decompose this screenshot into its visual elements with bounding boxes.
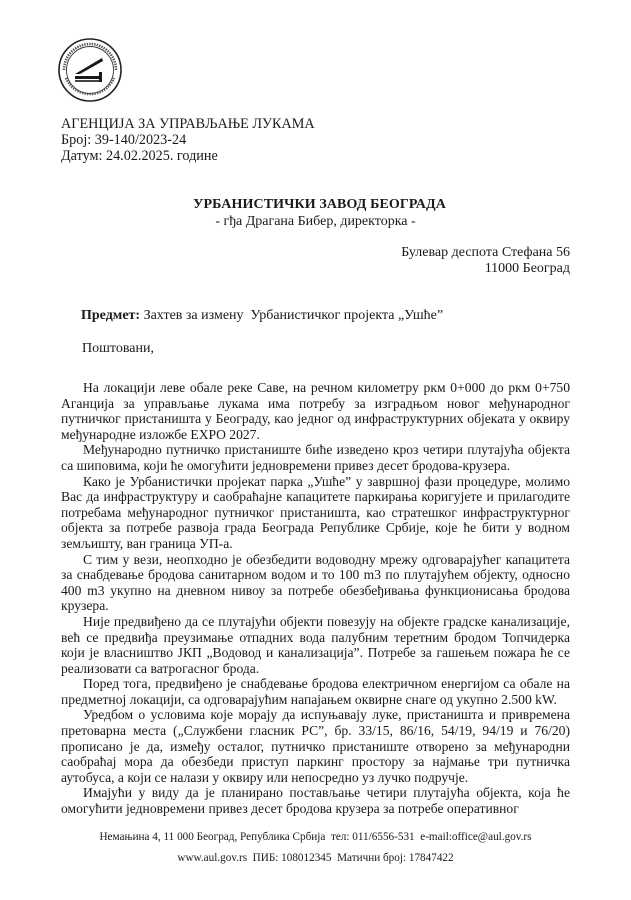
paragraph: На локацији леве обале реке Саве, на речном километру ркм 0+000 до ркм 0+750 Аганција за управљање лукама има потребу за изградњом новог међународног путничког пристаништа у Београду, као једног од инфраструктурних објеката у оквиру међународне изложбе EXPO 2027. bbox=[61, 380, 570, 442]
document-number: Број: 39-140/2023-24 bbox=[61, 132, 187, 148]
footer-registry: www.aul.gov.rs ПИБ: 108012345 Матични број: 17847422 bbox=[177, 852, 454, 864]
recipient-address bbox=[401, 245, 570, 277]
agency-name: АГЕНЦИЈА ЗА УПРАВЉАЊЕ ЛУКАМА bbox=[61, 116, 315, 132]
address-city: 11000 Београд bbox=[484, 261, 570, 276]
paragraph: Уредбом о условима које морају да испуњавају луке, пристаништа и привремена претоварна места („Службени гласник РС”, бр. 33/15, 86/16, 54/19, 94/19 и 76/20) прописано је да, између осталог, путничко пристаниште отворено за међународни саобраћај мора да обезбеди приступ паркинг простору за најмање три путничка аутобуса, а који се налази у оквиру или непосредно уз лучко подручје. bbox=[61, 707, 570, 785]
port-governance-agency-logo-icon bbox=[56, 36, 124, 104]
letter-body bbox=[61, 380, 570, 817]
paragraph: Имајући у виду да је планирано постављање четири плутајућа објекта, која ће омогућити једновремени привез десет бродова крузера за потребе оперативног bbox=[61, 785, 570, 817]
recipient-block bbox=[0, 196, 631, 230]
recipient-organization: УРБАНИСТИЧКИ ЗАВОД БЕОГРАДА bbox=[193, 197, 446, 212]
paragraph: С тим у вези, неопходно је обезбедити водоводну мрежу одговарајућег капацитета за снабдевање бродова санитарном водом и то 100 m3 по плутајућем објекту, односно 400 m3 укупно на дневном нивоу за потребе обезбеђивања функционисања бродова крузера. bbox=[61, 551, 570, 614]
footer-contact: Немањина 4, 11 000 Београд, Република Србија тел: 011/6556-531 e-mail:office@aul.gov.rs bbox=[99, 831, 532, 843]
recipient-attention: - гђа Драгана Бибер, директорка - bbox=[215, 214, 416, 229]
paragraph: Није предвиђено да се плутајући објекти повезују на објекте градске канализације, већ се предвиђа преузимање отпадних вода палубним теретним бродом Топчидерка који је власништво ЈКП „Водовод и канализација”. Потребе за гашењем пожара ће се реализовати са ватрогасног брода. bbox=[61, 613, 570, 676]
paragraph: Поред тога, предвиђено је снабдевање бродова електричном енергијом са обале на предметној локацији, са одговарајућим напајањем оквирне снаге од укупно 2.500 kW. bbox=[61, 676, 570, 707]
letterhead-footer bbox=[0, 830, 631, 865]
document-date: Датум: 24.02.2025. године bbox=[61, 148, 218, 164]
salutation: Поштовани, bbox=[82, 341, 154, 356]
subject-line bbox=[81, 308, 443, 324]
subject-text: Захтев за измену Урбанистичког пројекта „Ушће” bbox=[140, 308, 444, 323]
paragraph: Међународно путничко пристаниште биће изведено кроз четири плутајућа објекта са шиповима, који ће омогућити једновремени привез десет бродова-крузера. bbox=[61, 442, 570, 473]
address-street: Булевар деспота Стефана 56 bbox=[401, 245, 570, 260]
paragraph: Како је Урбанистички пројекат парка „Ушће” у завршној фази процедуре, молимо Вас да инфраструктуру и саобраћајне капацитете паркирања коригујете и прилагодите потребама међународног путничког пристаништа, као стратешког инфраструктурног објекта за потребе развоја града Београда Републике Србије, које ће бити у водном земљишту, ван граница УП-а. bbox=[61, 473, 570, 551]
sender-block bbox=[61, 116, 315, 164]
agency-logo bbox=[56, 36, 124, 104]
subject-label: Предмет: bbox=[81, 308, 141, 323]
